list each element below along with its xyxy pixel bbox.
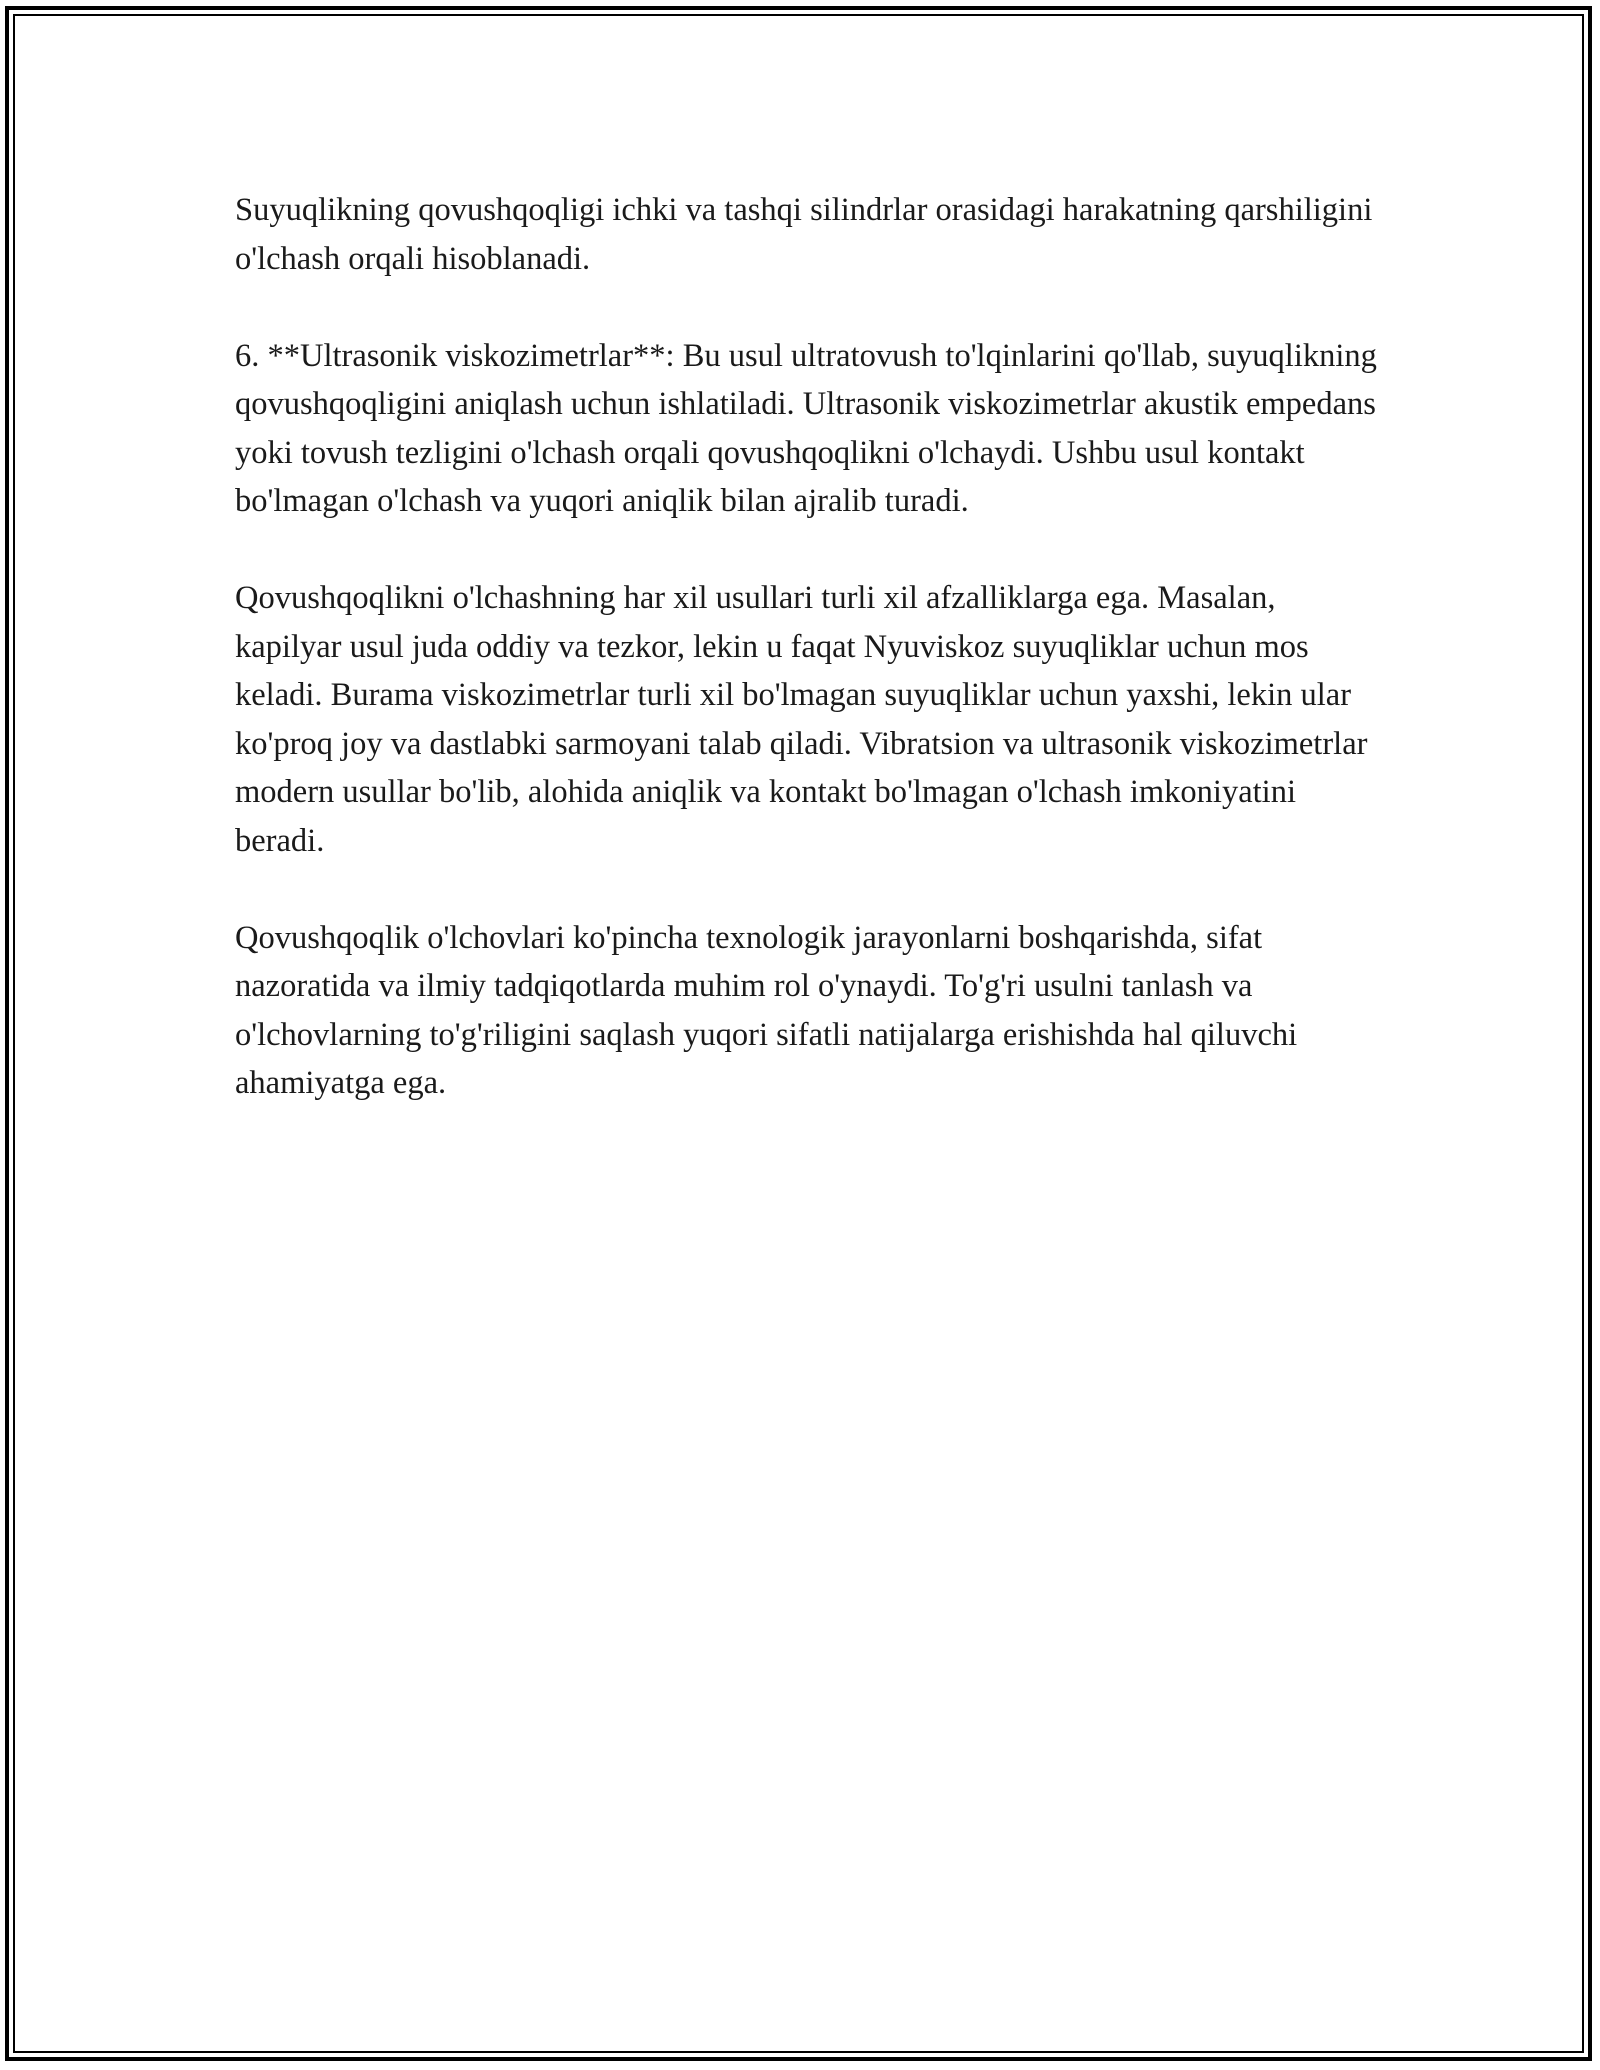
document-body xyxy=(235,186,1385,1156)
paragraph-2: 6. **Ultrasonik viskozimetrlar**: Bu usul ultratovush to'lqinlarini qo'llab, suyuqlikning qovushqoqligini aniqlash uchun ishlatiladi. Ultrasonik viskozimetrlar akustik empedans yoki tovush tezligini o'lchash orqali qovushqoqlikni o'lchaydi. Ushbu usul kontakt bo'lmagan o'lchash va yuqori aniqlik bilan ajralib turadi. xyxy=(235,337,1377,519)
paragraph-1: Suyuqlikning qovushqoqligi ichki va tashqi silindrlar orasidagi harakatning qarshiligini o'lchash orqali hisoblanadi. xyxy=(235,192,1373,277)
paragraph-3: Qovushqoqlikni o'lchashning har xil usullari turli xil afzalliklarga ega. Masalan, kapilyar usul juda oddiy va tezkor, lekin u faqat Nyuviskoz suyuqliklar uchun mos keladi. Burama viskozimetrlar turli xil bo'lmagan suyuqliklar uchun yaxshi, lekin ular ko'proq joy va dastlabki sarmoyani talab qiladi. Vibratsion va ultrasonik viskozimetrlar modern usullar bo'lib, alohida aniqlik va kontakt bo'lmagan o'lchash imkoniyatini beradi. xyxy=(235,580,1368,859)
paragraph-4: Qovushqoqlik o'lchovlari ko'pincha texnologik jarayonlarni boshqarishda, sifat nazoratida va ilmiy tadqiqotlarda muhim rol o'ynaydi. To'g'ri usulni tanlash va o'lchovlarning to'g'riligini saqlash yuqori sifatli natijalarga erishishda hal qiluvchi ahamiyatga ega. xyxy=(235,919,1298,1101)
